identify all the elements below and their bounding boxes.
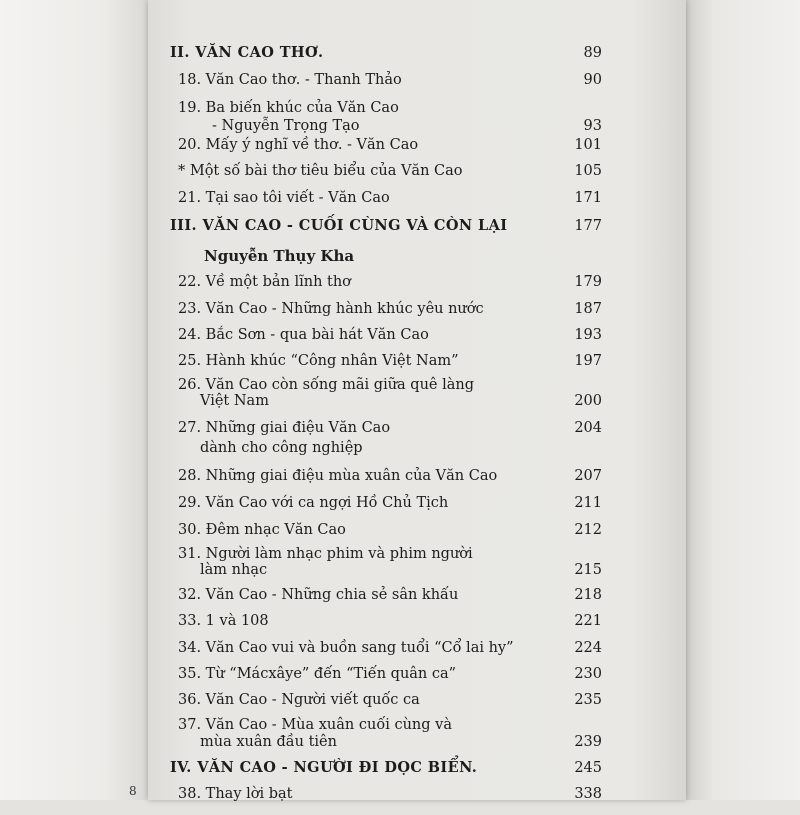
- toc-label: [170, 522, 560, 538]
- toc-page-number: 89: [583, 45, 602, 61]
- toc-page-number: 221: [574, 613, 602, 629]
- toc-title: 26. Văn Cao còn sống mãi giữa quê làng: [178, 377, 475, 393]
- toc-entry-e21: [170, 190, 610, 206]
- toc-title: 19. Ba biến khúc của Văn Cao: [178, 100, 399, 116]
- toc-page-number: 224: [574, 640, 602, 656]
- toc-page-number: 187: [574, 301, 602, 317]
- toc-page-number: 179: [574, 274, 602, 290]
- toc-title: 20. Mấy ý nghĩ về thơ. - Văn Cao: [178, 137, 419, 153]
- toc-entry-e18: [170, 72, 610, 88]
- toc-page-number: 235: [574, 692, 602, 708]
- toc-page-number: 93: [583, 118, 602, 134]
- background-left: [0, 0, 150, 800]
- toc-section-sec-2: [170, 45, 610, 61]
- toc-entry-e-star: [170, 163, 610, 179]
- toc-title: III. VĂN CAO - CUỐI CÙNG VÀ CÒN LẠI: [170, 217, 508, 234]
- toc-entry-e29: [170, 495, 610, 511]
- toc-entry-e28: [170, 468, 610, 484]
- toc-page-number: 204: [574, 420, 602, 436]
- toc-title: 35. Từ “Mácxâye” đến “Tiến quân ca”: [178, 666, 457, 682]
- toc-page-number: 105: [574, 163, 602, 179]
- toc-label: [170, 495, 560, 511]
- toc-label: [170, 248, 560, 264]
- toc-entry-e31: [170, 546, 610, 578]
- toc-author: [170, 248, 610, 264]
- toc-page-number: 218: [574, 587, 602, 603]
- toc-page-number: 338: [574, 786, 602, 802]
- toc-entry-e34: [170, 640, 610, 656]
- toc-title: 38. Thay lời bạt: [178, 786, 293, 802]
- table-of-contents: [170, 35, 610, 815]
- toc-title: 33. 1 và 108: [178, 613, 269, 629]
- toc-entry-e25: [170, 353, 610, 369]
- page-number: 8: [129, 784, 137, 798]
- toc-label: [170, 190, 560, 206]
- toc-entry-e20: [170, 137, 610, 153]
- toc-title-continuation: dành cho công nghiệp: [200, 440, 363, 456]
- toc-title: 21. Tại sao tôi viết - Văn Cao: [178, 190, 390, 206]
- toc-label: [170, 327, 560, 343]
- toc-label: [170, 717, 560, 751]
- toc-label: [170, 546, 560, 578]
- toc-label: [170, 218, 560, 234]
- toc-title: 34. Văn Cao vui và buồn sang tuổi “Cổ lai hy”: [178, 640, 514, 656]
- toc-label: [170, 418, 560, 458]
- toc-section-sec-3: [170, 218, 610, 234]
- toc-label: [170, 137, 560, 153]
- toc-label: [170, 301, 560, 317]
- toc-entry-e37: [170, 717, 610, 751]
- toc-title: 32. Văn Cao - Những chia sẻ sân khấu: [178, 587, 459, 603]
- toc-page-number: 239: [574, 734, 602, 750]
- toc-page-number: 197: [574, 353, 602, 369]
- toc-entry-e30: [170, 522, 610, 538]
- toc-label: [170, 468, 560, 484]
- toc-entry-e35: [170, 666, 610, 682]
- toc-entry-e19: [170, 99, 610, 135]
- toc-title-continuation: làm nhạc: [200, 562, 268, 578]
- toc-title: 27. Những giai điệu Văn Cao: [178, 420, 391, 436]
- toc-entry-e22: [170, 274, 610, 290]
- toc-entry-e36: [170, 692, 610, 708]
- toc-title: 28. Những giai điệu mùa xuân của Văn Cao: [178, 468, 498, 484]
- toc-page-number: 211: [574, 495, 602, 511]
- toc-title: 23. Văn Cao - Những hành khúc yêu nước: [178, 301, 484, 317]
- toc-title-continuation: mùa xuân đầu tiên: [200, 734, 337, 750]
- toc-entry-e33: [170, 613, 610, 629]
- toc-title: 18. Văn Cao thơ. - Thanh Thảo: [178, 72, 402, 88]
- toc-title: IV. VĂN CAO - NGƯỜI ĐI DỌC BIỂN.: [170, 759, 478, 776]
- toc-entry-e32: [170, 587, 610, 603]
- toc-label: [170, 692, 560, 708]
- toc-entry-e26: [170, 377, 610, 409]
- toc-page-number: 215: [574, 562, 602, 578]
- toc-page-number: 230: [574, 666, 602, 682]
- toc-label: [170, 760, 560, 776]
- toc-label: [170, 587, 560, 603]
- toc-title: 30. Đêm nhạc Văn Cao: [178, 522, 346, 538]
- toc-title: Nguyễn Thụy Kha: [204, 247, 355, 265]
- toc-title: 24. Bắc Sơn - qua bài hát Văn Cao: [178, 327, 429, 343]
- toc-entry-e27: [170, 418, 610, 458]
- toc-page-number: 171: [574, 190, 602, 206]
- toc-title: II. VĂN CAO THƠ.: [170, 44, 324, 61]
- toc-title: * Một số bài thơ tiêu biểu của Văn Cao: [178, 163, 463, 179]
- toc-entry-e24: [170, 327, 610, 343]
- toc-page-number: 200: [574, 393, 602, 409]
- toc-label: [170, 353, 560, 369]
- background-right: [685, 0, 800, 800]
- toc-page-number: 245: [574, 760, 602, 776]
- toc-title: 37. Văn Cao - Mùa xuân cuối cùng và: [178, 717, 452, 733]
- toc-label: [170, 45, 560, 61]
- toc-label: [170, 99, 560, 135]
- toc-label: [170, 640, 560, 656]
- toc-label: [170, 163, 560, 179]
- toc-title-continuation: Việt Nam: [200, 393, 269, 409]
- toc-page-number: 212: [574, 522, 602, 538]
- toc-page-number: 207: [574, 468, 602, 484]
- toc-label: [170, 613, 560, 629]
- toc-title: 29. Văn Cao với ca ngợi Hồ Chủ Tịch: [178, 495, 449, 511]
- toc-page-number: 193: [574, 327, 602, 343]
- toc-label: [170, 377, 560, 409]
- toc-title: 22. Về một bản lĩnh thơ: [178, 274, 351, 290]
- toc-entry-e23: [170, 301, 610, 317]
- toc-page-number: 101: [574, 137, 602, 153]
- toc-title-continuation: - Nguyễn Trọng Tạo: [212, 118, 360, 134]
- toc-page-number: 177: [574, 218, 602, 234]
- toc-title: 31. Người làm nhạc phim và phim người: [178, 546, 473, 562]
- toc-title: 25. Hành khúc “Công nhân Việt Nam”: [178, 353, 459, 369]
- toc-label: [170, 666, 560, 682]
- toc-section-sec-4: [170, 760, 610, 776]
- toc-page-number: 90: [583, 72, 602, 88]
- toc-label: [170, 274, 560, 290]
- toc-title: 36. Văn Cao - Người viết quốc ca: [178, 692, 420, 708]
- toc-label: [170, 72, 560, 88]
